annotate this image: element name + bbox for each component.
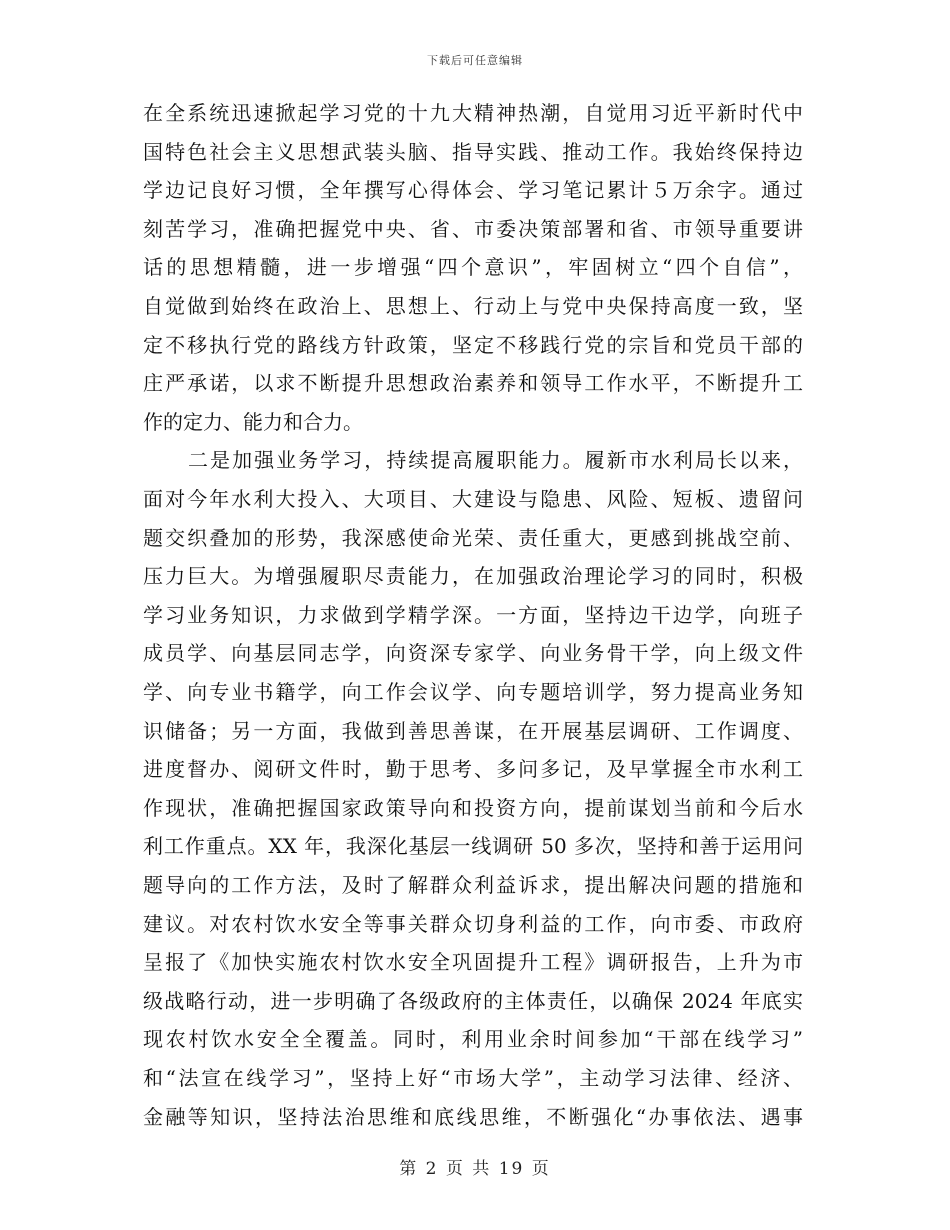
text-line: 识储备；另一方面，我做到善思善谋，在开展基层调研、工作调度、 [143,718,803,743]
text-line: 题导向的工作方法，及时了解群众利益诉求，提出解决问题的措施和 [143,873,803,897]
text-line: 学习业务知识，力求做到学精学深。一方面，坚持边干边学，向班子 [143,602,803,627]
text-line: 现农村饮水安全全覆盖。同时，利用业余时间参加“干部在线学习” [143,1027,803,1052]
text-line: 刻苦学习，准确把握党中央、省、市委决策部署和省、市领导重要讲 [143,216,803,241]
text-line: 庄严承诺，以求不断提升思想政治素养和领导工作水平，不断提升工 [143,371,803,396]
text-line: 进度督办、阅研文件时，勤于思考、多问多记，及早掌握全市水利工 [143,757,803,782]
text-line: 定不移执行党的路线方针政策，坚定不移践行党的宗旨和党员干部的 [143,332,803,357]
text-line: 呈报了《加快实施农村饮水安全巩固提升工程》调研报告，上升为市 [143,950,803,975]
text-line: 学边记良好习惯，全年撰写心得体会、学习笔记累计５万余字。通过 [143,178,803,203]
text-line: 学、向专业书籍学，向工作会议学、向专题培训学，努力提高业务知 [143,680,803,704]
page-header: 下载后可任意编辑 [427,54,523,67]
text-line: 作现状，准确把握国家政策导向和投资方向，提前谋划当前和今后水 [143,795,803,820]
text-line: 级战略行动，进一步明确了各级政府的主体责任，以确保 2024 年底实 [143,988,803,1013]
text-line: 压力巨大。为增强履职尽责能力，在加强政治理论学习的同时，积极 [143,564,803,589]
text-line: 在全系统迅速掀起学习党的十九大精神热潮，自觉用习近平新时代中 [143,101,803,125]
text-line: 话的思想精髓，进一步增强“四个意识”，牢固树立“四个自信”， [143,255,803,280]
text-line: 和“法宣在线学习”，坚持上好“市场大学”，主动学习法律、经济、 [143,1066,803,1090]
text-line: 金融等知识，坚持法治思维和底线思维，不断强化“办事依法、遇事 [143,1104,803,1129]
text-line: 利工作重点。XX 年，我深化基层一线调研 50 多次，坚持和善于运用问 [143,834,803,859]
text-line: 题交织叠加的形势，我深感使命光荣、责任重大，更感到挑战空前、 [143,525,803,550]
text-line: 建议。对农村饮水安全等事关群众切身利益的工作，向市委、市政府 [143,911,803,936]
text-line: 自觉做到始终在政治上、思想上、行动上与党中央保持高度一致，坚 [143,294,803,318]
text-line: 作的定力、能力和合力。 [143,409,363,434]
text-line: 二是加强业务学习，持续提高履职能力。履新市水利局长以来， [188,448,803,473]
page-number-footer: 第 2 页 共 19 页 [399,1159,551,1179]
text-line: 面对今年水利大投入、大项目、大建设与隐患、风险、短板、遗留问 [143,487,803,511]
text-line: 国特色社会主义思想武装头脑、指导实践、推动工作。我始终保持边 [143,139,803,164]
text-line: 成员学、向基层同志学，向资深专家学、向业务骨干学，向上级文件 [143,641,803,666]
